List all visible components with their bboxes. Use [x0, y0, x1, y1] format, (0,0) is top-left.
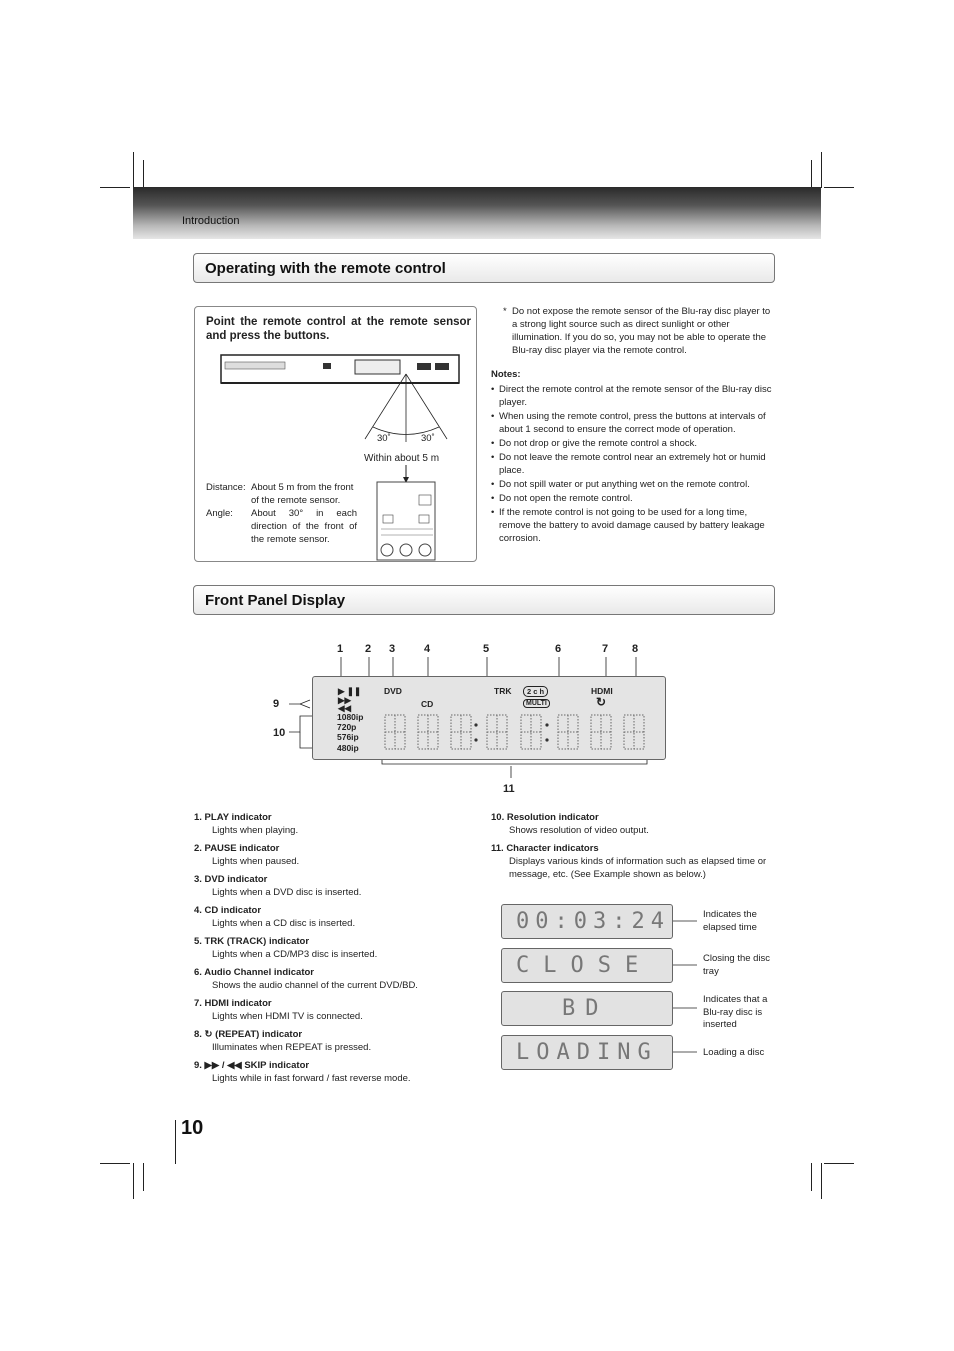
- indicator-desc: Lights when a CD disc is inserted.: [212, 918, 356, 929]
- note-item: • Do not drop or give the remote control a shock.: [491, 437, 777, 450]
- multi-indicator: MULTI: [523, 699, 550, 708]
- section-title-remote: Operating with the remote control: [193, 253, 775, 283]
- indicator-name: 2. PAUSE indicator: [194, 843, 280, 854]
- audio-channel-indicator: 2 c h: [523, 686, 548, 697]
- header-band: [133, 187, 821, 239]
- example-display-text: LOADING: [516, 1040, 658, 1065]
- note-item: • Do not leave the remote control near an extremely hot or humid place.: [491, 451, 777, 477]
- note-item: • Do not open the remote control.: [491, 492, 777, 505]
- indicator-name: 5. TRK (TRACK) indicator: [194, 936, 310, 947]
- indicator-name: 6. Audio Channel indicator: [194, 967, 314, 978]
- sensor-warning: * Do not expose the remote sensor of the Blu-ray disc player to a strong light source such as direct sunlight or other illumination. If you do so, you may not be able to operate the Blu-ray disc player via the remote control.: [491, 305, 777, 357]
- indicator-name: 11. Character indicators: [491, 843, 599, 854]
- example-display: [501, 991, 673, 1026]
- resolution-480ip: 480ip: [337, 743, 359, 753]
- resolution-576ip: 576ip: [337, 732, 359, 742]
- crop-mark: [100, 187, 130, 188]
- indicator-name: 3. DVD indicator: [194, 874, 268, 885]
- repeat-icon: ↻: [596, 695, 607, 709]
- example-display: [501, 904, 673, 939]
- example-label: Indicates the elapsed time: [703, 909, 757, 933]
- crop-mark: [133, 152, 134, 188]
- crop-mark: [824, 1163, 854, 1164]
- indicator-name: 7. HDMI indicator: [194, 998, 272, 1009]
- indicator-name: 9. ▶▶ / ◀◀ SKIP indicator: [194, 1060, 310, 1071]
- angle-label: Angle:: [206, 508, 233, 519]
- example-label: Closing the disc tray: [703, 953, 771, 977]
- play-pause-indicator: ▶ ❚❚: [338, 686, 362, 696]
- indicator-desc: Illuminates when REPEAT is pressed.: [212, 1042, 372, 1053]
- example-display-text: CLOSE: [516, 953, 653, 978]
- callout-number: 8: [632, 643, 639, 655]
- distance-label: Distance:: [206, 482, 246, 493]
- resolution-720p: 720p: [337, 722, 357, 732]
- remote-instruction: Point the remote control at the remote sensor and press the buttons.: [206, 316, 471, 342]
- callout-number: 10: [273, 727, 286, 739]
- callout-number: 2: [365, 643, 372, 655]
- indicator-desc: Lights when paused.: [212, 856, 300, 867]
- front-panel-lcd: [312, 676, 666, 760]
- indicator-desc: Displays various kinds of information such as elapsed time or message, etc. (See Example shown as below.): [509, 856, 767, 880]
- section-label: Introduction: [182, 215, 240, 227]
- character-indicators: [313, 677, 667, 761]
- callout-number: 5: [483, 643, 490, 655]
- indicator-name: 10. Resolution indicator: [491, 812, 599, 823]
- angle-right-label: 30˚: [421, 433, 435, 444]
- notes-heading: Notes:: [491, 369, 521, 380]
- example-display-text: BD: [562, 996, 609, 1021]
- indicator-list-left: [194, 811, 464, 1090]
- fast-reverse-indicator: ◀◀: [338, 703, 352, 713]
- indicator-desc: Shows the audio channel of the current DVD/BD.: [212, 980, 418, 991]
- example-label: Indicates that a Blu-ray disc is inserted: [703, 994, 768, 1030]
- example-display: [501, 1035, 673, 1070]
- crop-mark: [143, 1163, 144, 1191]
- fast-forward-indicator: ▶▶: [338, 695, 352, 705]
- callout-number: 3: [389, 643, 396, 655]
- section-title-front-panel: Front Panel Display: [193, 585, 775, 615]
- crop-mark: [821, 1163, 822, 1199]
- indicator-desc: Lights when HDMI TV is connected.: [212, 1011, 363, 1022]
- range-label: Within about 5 m: [364, 453, 440, 464]
- callout-number: 1: [337, 643, 344, 655]
- indicator-name: 4. CD indicator: [194, 905, 262, 916]
- angle-value: About 30° in each direction of the front of the remote sensor.: [251, 508, 357, 545]
- example-display-text: 00:03:24: [516, 909, 670, 934]
- crop-mark: [143, 160, 144, 188]
- crop-mark: [811, 160, 812, 188]
- cd-indicator: CD: [421, 699, 434, 709]
- indicator-desc: Shows resolution of video output.: [509, 825, 649, 836]
- distance-value: About 5 m from the front of the remote sensor.: [251, 482, 354, 506]
- note-item: • When using the remote control, press the buttons at intervals of about 1 second to ensure the correct mode of operation.: [491, 410, 777, 436]
- indicator-desc: Lights when a DVD disc is inserted.: [212, 887, 362, 898]
- note-item: • Do not spill water or put anything wet on the remote control.: [491, 478, 777, 491]
- trk-indicator: TRK: [494, 686, 512, 696]
- example-display: [501, 948, 673, 983]
- resolution-1080ip: 1080ip: [337, 712, 364, 722]
- crop-mark: [133, 1163, 134, 1199]
- crop-mark: [811, 1163, 812, 1191]
- angle-left-label: 30˚: [377, 433, 391, 444]
- callout-number: 11: [503, 783, 515, 795]
- note-item: • If the remote control is not going to be used for a long time, remove the battery to avoid damage caused by battery leakage corrosion.: [491, 506, 777, 545]
- crop-mark: [824, 187, 854, 188]
- notes-block: [491, 305, 777, 546]
- page-number-rule: [175, 1120, 176, 1164]
- callout-number: 4: [424, 643, 431, 655]
- crop-mark: [100, 1163, 130, 1164]
- note-item: • Direct the remote control at the remote sensor of the Blu-ray disc player.: [491, 383, 777, 409]
- crop-mark: [821, 152, 822, 188]
- indicator-desc: Lights while in fast forward / fast reverse mode.: [212, 1073, 411, 1084]
- indicator-desc: Lights when a CD/MP3 disc is inserted.: [212, 949, 378, 960]
- dvd-indicator: DVD: [384, 686, 402, 696]
- callout-number: 9: [273, 698, 280, 710]
- hdmi-indicator: HDMI: [591, 686, 613, 696]
- indicator-name: 1. PLAY indicator: [194, 812, 272, 823]
- indicator-desc: Lights when playing.: [212, 825, 299, 836]
- page-number: 10: [181, 1117, 204, 1139]
- example-label: Loading a disc: [703, 1047, 765, 1058]
- indicator-list-right: [491, 811, 779, 886]
- callout-number: 6: [555, 643, 562, 655]
- callout-number: 7: [602, 643, 609, 655]
- indicator-name: 8. ↻ (REPEAT) indicator: [194, 1029, 303, 1040]
- remote-instruction-box: [194, 306, 477, 562]
